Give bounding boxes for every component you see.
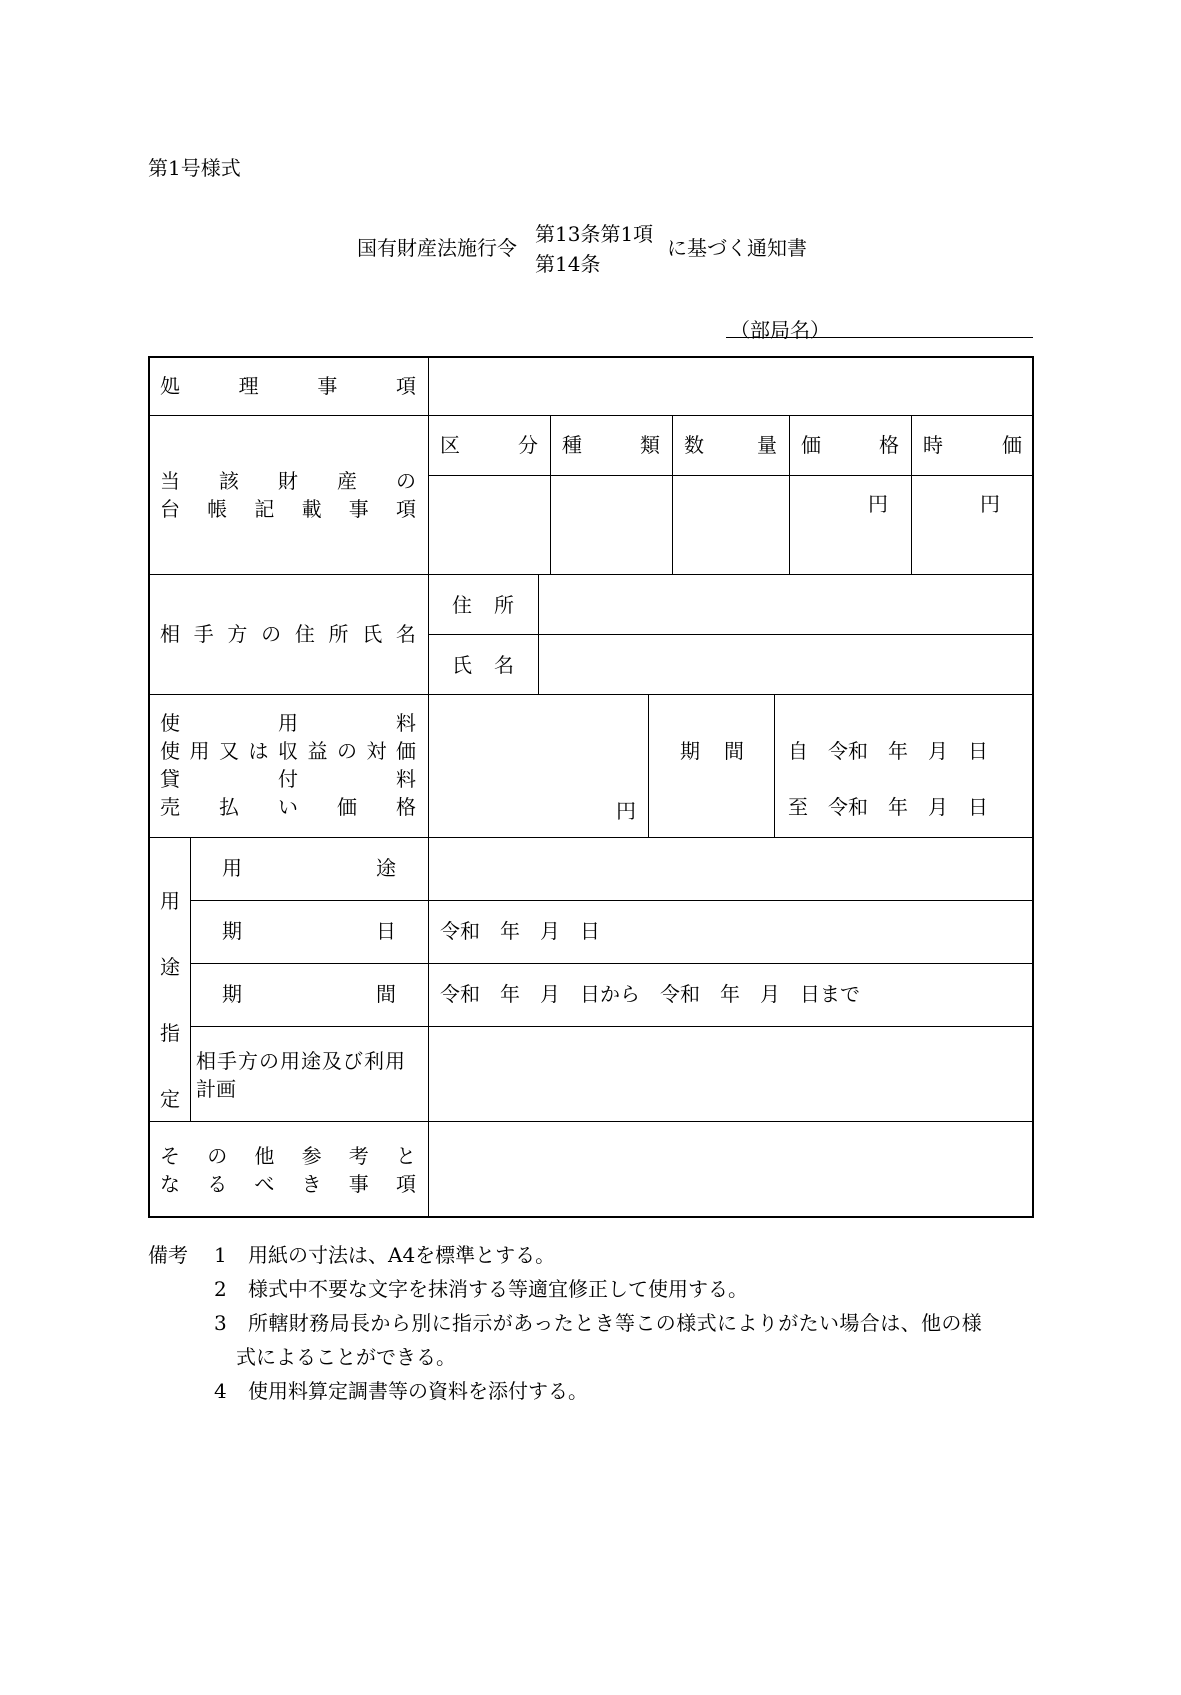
title-article-2: 第14条 bbox=[535, 252, 601, 276]
name-label bbox=[452, 651, 514, 679]
label-char: 日 bbox=[376, 919, 396, 943]
label-char: 項 bbox=[395, 374, 416, 398]
column-divider bbox=[550, 415, 551, 574]
counterparty-label bbox=[160, 620, 416, 648]
label-char: 期 bbox=[222, 982, 242, 1006]
note-text: 用紙の寸法は、A4を標準とする。 bbox=[248, 1243, 556, 1267]
label-char: 処 bbox=[160, 374, 180, 398]
label-char: の bbox=[337, 739, 357, 763]
label-char: と bbox=[395, 1144, 416, 1168]
label-char: 事 bbox=[348, 497, 369, 521]
label-char: 益 bbox=[307, 739, 328, 763]
market-price-unit: 円 bbox=[980, 492, 1000, 516]
term-label bbox=[222, 980, 396, 1008]
label-char: 格 bbox=[879, 433, 899, 457]
ledger-col-category bbox=[440, 431, 538, 459]
label-char: 価 bbox=[337, 795, 357, 819]
form-number: 第1号様式 bbox=[148, 156, 241, 180]
label-char: 間 bbox=[724, 739, 744, 763]
label-char: 期 bbox=[680, 739, 700, 763]
label-char: 台 bbox=[160, 497, 180, 521]
label-char: 期 bbox=[222, 919, 242, 943]
row-divider bbox=[148, 574, 1034, 575]
usage-designation-char-3: 指 bbox=[160, 1021, 180, 1045]
label-char: 当 bbox=[160, 469, 180, 493]
processing-matter-label bbox=[160, 372, 416, 400]
note-text: 様式中不要な文字を抹消する等適宜修正して使用する。 bbox=[248, 1277, 748, 1301]
other-label-line2 bbox=[160, 1170, 416, 1198]
row-divider bbox=[148, 694, 1034, 695]
label-char: 数 bbox=[684, 433, 704, 457]
label-char: 載 bbox=[301, 497, 322, 521]
label-char: 該 bbox=[219, 469, 239, 493]
column-divider bbox=[672, 415, 673, 574]
row-divider bbox=[428, 634, 1034, 635]
label-char: 参 bbox=[301, 1144, 322, 1168]
label-char: 事 bbox=[348, 1172, 369, 1196]
label-char: 項 bbox=[395, 1172, 416, 1196]
fee-label-4 bbox=[160, 793, 416, 821]
note-item bbox=[148, 1238, 1038, 1272]
department-underline bbox=[726, 337, 1033, 338]
label-char: 名 bbox=[494, 653, 514, 677]
label-char: 記 bbox=[254, 497, 275, 521]
ledger-col-quantity bbox=[684, 431, 777, 459]
label-char: 価 bbox=[801, 433, 821, 457]
label-char: 産 bbox=[337, 469, 357, 493]
notes-heading: 備考 bbox=[148, 1243, 188, 1267]
row-divider bbox=[190, 963, 1034, 964]
ledger-col-type bbox=[562, 431, 660, 459]
label-char: る bbox=[207, 1172, 228, 1196]
term-value: 令和 年 月 日から 令和 年 月 日まで bbox=[440, 982, 860, 1006]
note-number: 3 bbox=[214, 1311, 227, 1335]
ledger-label-line1 bbox=[160, 467, 416, 495]
row-divider bbox=[190, 1026, 1034, 1027]
label-char: 分 bbox=[518, 433, 538, 457]
column-divider bbox=[911, 415, 912, 574]
label-char: 又 bbox=[219, 739, 239, 763]
label-char: 帳 bbox=[207, 497, 228, 521]
note-item bbox=[148, 1306, 1038, 1340]
deadline-label bbox=[222, 917, 396, 945]
period-to: 至 令和 年 月 日 bbox=[788, 795, 988, 819]
label-char: 収 bbox=[278, 739, 298, 763]
label-char: き bbox=[301, 1172, 322, 1196]
title-article-1: 第13条第1項 bbox=[535, 222, 654, 246]
note-item bbox=[148, 1374, 1038, 1408]
label-char: は bbox=[248, 739, 269, 763]
label-char: 種 bbox=[562, 433, 582, 457]
label-char: 氏 bbox=[362, 622, 383, 646]
label-char: い bbox=[278, 795, 298, 819]
note-text: 所轄財務局長から別に指示があったとき等この様式によりがたい場合は、他の様 bbox=[248, 1311, 983, 1335]
column-divider bbox=[538, 574, 539, 694]
address-label bbox=[452, 591, 514, 619]
label-char: 料 bbox=[396, 767, 416, 791]
label-char: な bbox=[160, 1172, 180, 1196]
column-divider bbox=[774, 694, 775, 837]
row-divider bbox=[148, 415, 1034, 416]
label-char: べ bbox=[254, 1172, 275, 1196]
note-number: 4 bbox=[214, 1379, 227, 1403]
label-char: 用 bbox=[222, 856, 242, 880]
note-item bbox=[148, 1272, 1038, 1306]
label-char: 相 bbox=[160, 622, 180, 646]
row-divider bbox=[428, 475, 1034, 476]
label-char: 名 bbox=[395, 622, 416, 646]
period-label bbox=[680, 737, 744, 765]
label-column-divider bbox=[428, 356, 429, 1218]
label-char: 所 bbox=[328, 622, 349, 646]
note-number: 1 bbox=[214, 1243, 227, 1267]
label-char: 方 bbox=[227, 622, 248, 646]
label-char: 住 bbox=[452, 593, 472, 617]
label-char: 間 bbox=[376, 982, 396, 1006]
label-char: 区 bbox=[440, 433, 460, 457]
label-char: 用 bbox=[278, 711, 298, 735]
ledger-label-line2 bbox=[160, 495, 416, 523]
note-number: 2 bbox=[214, 1277, 227, 1301]
label-char: 用 bbox=[189, 739, 210, 763]
label-char: 他 bbox=[254, 1144, 275, 1168]
usage-label bbox=[222, 854, 396, 882]
label-char: 財 bbox=[278, 469, 298, 493]
label-char: 貸 bbox=[160, 767, 180, 791]
label-char: 理 bbox=[238, 374, 259, 398]
other-label-line1 bbox=[160, 1142, 416, 1170]
fee-label-2 bbox=[160, 737, 416, 765]
title-suffix: に基づく通知書 bbox=[667, 236, 807, 260]
period-from: 自 令和 年 月 日 bbox=[788, 739, 988, 763]
label-char: 氏 bbox=[452, 653, 472, 677]
label-char: 途 bbox=[376, 856, 396, 880]
label-char: 対 bbox=[366, 739, 387, 763]
ledger-col-price bbox=[801, 431, 899, 459]
row-divider bbox=[190, 900, 1034, 901]
label-char: 時 bbox=[923, 433, 943, 457]
label-char: の bbox=[261, 622, 282, 646]
ledger-col-market-price bbox=[923, 431, 1022, 459]
row-divider bbox=[148, 1121, 1034, 1122]
label-char: 手 bbox=[193, 622, 214, 646]
label-char: 事 bbox=[317, 374, 338, 398]
notes-section bbox=[148, 1238, 1038, 1408]
label-char: 価 bbox=[1002, 433, 1022, 457]
note-text-continuation: 式によることができる。 bbox=[236, 1345, 456, 1369]
label-char: 使 bbox=[160, 711, 180, 735]
usage-designation-char-4: 定 bbox=[160, 1087, 180, 1111]
label-char: そ bbox=[160, 1144, 180, 1168]
department-label: （部局名） bbox=[730, 318, 830, 342]
fee-label-1 bbox=[160, 709, 416, 737]
column-divider bbox=[648, 694, 649, 837]
label-char: 考 bbox=[348, 1144, 369, 1168]
column-divider bbox=[190, 837, 191, 1121]
label-char: 使 bbox=[160, 739, 180, 763]
label-char: 類 bbox=[640, 433, 660, 457]
fee-label-3 bbox=[160, 765, 416, 793]
label-char: 付 bbox=[278, 767, 298, 791]
deadline-value: 令和 年 月 日 bbox=[440, 919, 600, 943]
title-prefix: 国有財産法施行令 bbox=[357, 236, 517, 260]
row-divider bbox=[148, 837, 1034, 838]
usage-designation-char-2: 途 bbox=[160, 955, 180, 979]
label-char: 所 bbox=[494, 593, 514, 617]
label-char: 払 bbox=[219, 795, 239, 819]
price-unit: 円 bbox=[868, 492, 888, 516]
label-char: の bbox=[396, 469, 416, 493]
label-char: 量 bbox=[757, 433, 777, 457]
fee-unit: 円 bbox=[616, 799, 636, 823]
label-char: 住 bbox=[294, 622, 315, 646]
column-divider bbox=[789, 415, 790, 574]
label-char: の bbox=[207, 1144, 228, 1168]
usage-plan-label-line2: 計画 bbox=[196, 1077, 236, 1101]
label-char: 項 bbox=[395, 497, 416, 521]
label-char: 売 bbox=[160, 795, 180, 819]
label-char: 価 bbox=[396, 739, 416, 763]
label-char: 格 bbox=[396, 795, 416, 819]
note-text: 使用料算定調書等の資料を添付する。 bbox=[248, 1379, 588, 1403]
usage-plan-label-line1: 相手方の用途及び利用 bbox=[196, 1049, 406, 1073]
note-item-continuation bbox=[148, 1340, 1038, 1374]
label-char: 料 bbox=[396, 711, 416, 735]
usage-designation-char-1: 用 bbox=[160, 889, 180, 913]
